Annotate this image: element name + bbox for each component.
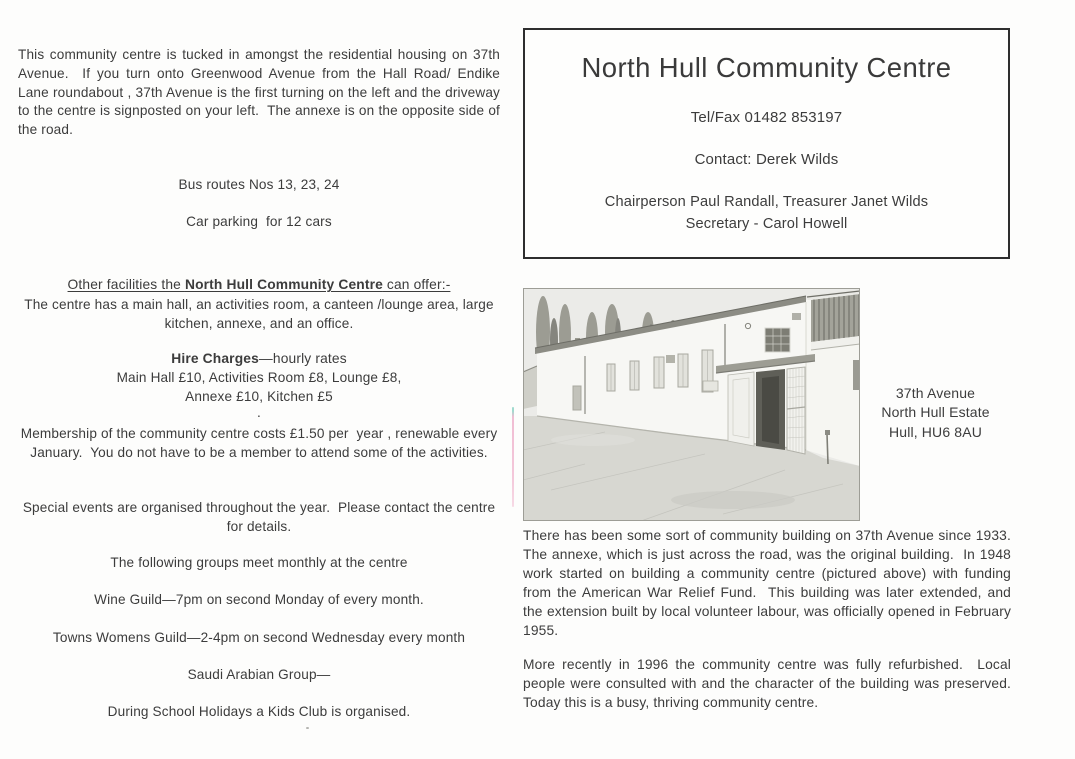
membership-paragraph: Membership of the community centre costs £1.50 per year , renewable every January. You do not have to be a member to attend some of the activities.: [20, 426, 502, 460]
history-paragraph-1: There has been some sort of community building on 37th Avenue since 1933. The annexe, which is just across the road, was the original building. In 1948 work started on building a community centre (pictured above) with funding from the American War Relief Fund. This building was later extended, and the extension built by local volunteer labour, was officially opened in February 1955.: [523, 528, 1019, 638]
photo-entrance-window: [765, 328, 790, 352]
facilities-heading-suffix: can offer:-: [382, 277, 451, 292]
bus-routes-line: Bus routes Nos 13, 23, 24: [178, 177, 340, 192]
facilities-heading-bold: North Hull Community Centre: [184, 277, 383, 292]
facilities-heading: [18, 277, 500, 292]
stray-dot: .: [257, 405, 261, 420]
building-photo: [523, 288, 860, 521]
address-line-2: North Hull Estate: [881, 404, 990, 421]
scan-artifact-line: [512, 407, 514, 507]
intro-paragraph: This community centre is tucked in amongst the residential housing on 37th Avenue. If you turn onto Greenwood Avenue from the Hall Road/ Endike Lane roundabout , 37th Avenue is the first turning on the left and the driveway to the centre is signposted on your left. The annexe is on the opposite side of the road.: [18, 47, 504, 138]
group-item-saudi-arabian-group: Saudi Arabian Group—: [187, 667, 331, 682]
group-item-wine-guild: Wine Guild—7pm on second Monday of every month.: [94, 592, 424, 607]
facilities-text: The centre has a main hall, an activities room, a canteen /lounge area, large kitchen, annexe, and an office.: [24, 297, 498, 331]
car-parking-line: Car parking for 12 cars: [186, 214, 332, 229]
telfax-line: Tel/Fax 01482 853197: [690, 109, 843, 126]
groups-intro-line: The following groups meet monthly at the centre: [110, 555, 408, 570]
special-events-paragraph: Special events are organised throughout the year. Please contact the centre for details.: [22, 500, 500, 534]
group-item-towns-womens-guild: Towns Womens Guild—2-4pm on second Wednesday every month: [52, 630, 466, 645]
hire-charges-heading-rest: —hourly rates: [258, 351, 347, 366]
address-line-1: 37th Avenue: [895, 385, 976, 401]
contact-line: Contact: Derek Wilds: [694, 151, 839, 168]
hire-charges-heading: [18, 351, 500, 366]
scan-artifact-dot: [306, 727, 309, 729]
hire-rates-line-2: Annexe £10, Kitchen £5: [185, 389, 333, 404]
officers-line-1: Chairperson Paul Randall, Treasurer Janet Wilds: [604, 194, 929, 210]
photo-mesh-gate: [787, 367, 805, 454]
hire-rates-line-1: Main Hall £10, Activities Room £8, Lounge £8,: [116, 370, 402, 385]
hire-charges-heading-bold: Hire Charges: [171, 351, 259, 366]
address-block: [858, 384, 1013, 442]
history-paragraph-2: More recently in 1996 the community centre was fully refurbished. Local people were consulted with and the character of the building was preserved. Today this is a busy, thriving community centre.: [523, 657, 1019, 710]
centre-title: North Hull Community Centre: [581, 52, 952, 83]
facilities-heading-prefix: Other facilities the: [67, 277, 185, 292]
header-box: [523, 28, 1010, 259]
address-line-3: Hull, HU6 8AU: [889, 423, 982, 440]
group-item-kids-club: During School Holidays a Kids Club is organised.: [107, 704, 411, 719]
officers-line-2: Secretary - Carol Howell: [685, 216, 848, 232]
